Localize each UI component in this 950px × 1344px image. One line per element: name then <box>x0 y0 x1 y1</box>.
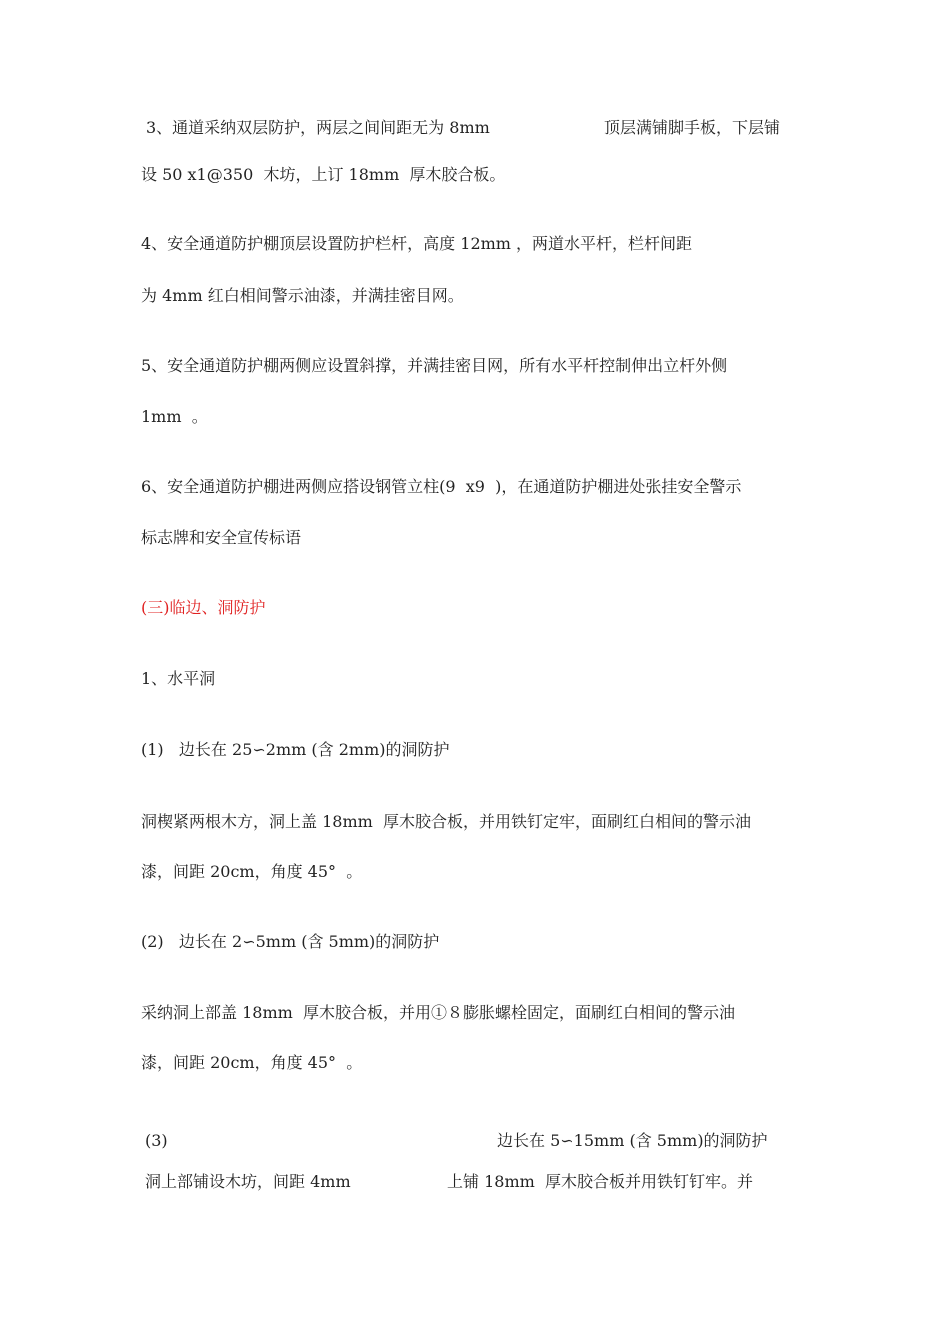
paragraph-5-line-2: 1mm 。 <box>141 407 208 426</box>
paragraph-6-line-2: 标志牌和安全宣传标语 <box>141 528 302 547</box>
paragraph-3-line-1b: 顶层满铺脚手板，下层铺 <box>604 118 781 137</box>
item-2-line-2: 漆，间距 20cm，角度 45° 。 <box>141 1053 363 1072</box>
section-3-prefix: (三) <box>141 598 170 617</box>
paragraph-5-line-1: 5、安全通道防护棚两侧应设置斜撑，并满挂密目网，所有水平杆控制伸出立杆外侧 <box>141 356 728 375</box>
item-3-heading: 边长在 5∽15mm (含 5mm)的洞防护 <box>497 1131 768 1150</box>
item-3-number: (3) <box>145 1131 168 1150</box>
paragraph-3-line-2: 设 50 x1@350 木坊，上订 18mm 厚木胶合板。 <box>141 165 506 184</box>
item-1-line-1: 洞楔紧两根木方，洞上盖 18mm 厚木胶合板，并用铁钉定牢，面刷红白相间的警示油 <box>141 812 751 831</box>
paragraph-3-line-1a: 3、通道采纳双层防护，两层之间间距无为 8mm <box>146 118 490 137</box>
item-2-line-1: 采纳洞上部盖 18mm 厚木胶合板，并用①８膨胀螺栓固定，面刷红白相间的警示油 <box>141 1003 735 1022</box>
paragraph-6-line-1: 6、安全通道防护棚进两侧应搭设钢管立柱(9 x9 )，在通道防护棚进处张挂安全警示 <box>141 477 742 496</box>
item-3-line-1a: 洞上部铺设木坊，间距 4mm <box>145 1172 351 1191</box>
item-1-heading: (1) 边长在 25∽2mm (含 2mm)的洞防护 <box>141 740 450 759</box>
item-1-line-2: 漆，间距 20cm，角度 45° 。 <box>141 862 363 881</box>
item-3-line-1b: 上铺 18mm 厚木胶合板并用铁钉钉牢。并 <box>447 1172 753 1191</box>
subsection-1-heading: 1、水平洞 <box>141 669 216 688</box>
section-3-heading <box>141 598 266 618</box>
section-3-title: 临边、洞防护 <box>169 598 266 617</box>
paragraph-4-line-2: 为 4mm 红白相间警示油漆，并满挂密目网。 <box>141 286 464 305</box>
item-2-heading: (2) 边长在 2∽5mm (含 5mm)的洞防护 <box>141 932 440 951</box>
paragraph-4-line-1: 4、安全通道防护棚顶层设置防护栏杆，高度 12mm ，两道水平杆，栏杆间距 <box>141 234 693 253</box>
